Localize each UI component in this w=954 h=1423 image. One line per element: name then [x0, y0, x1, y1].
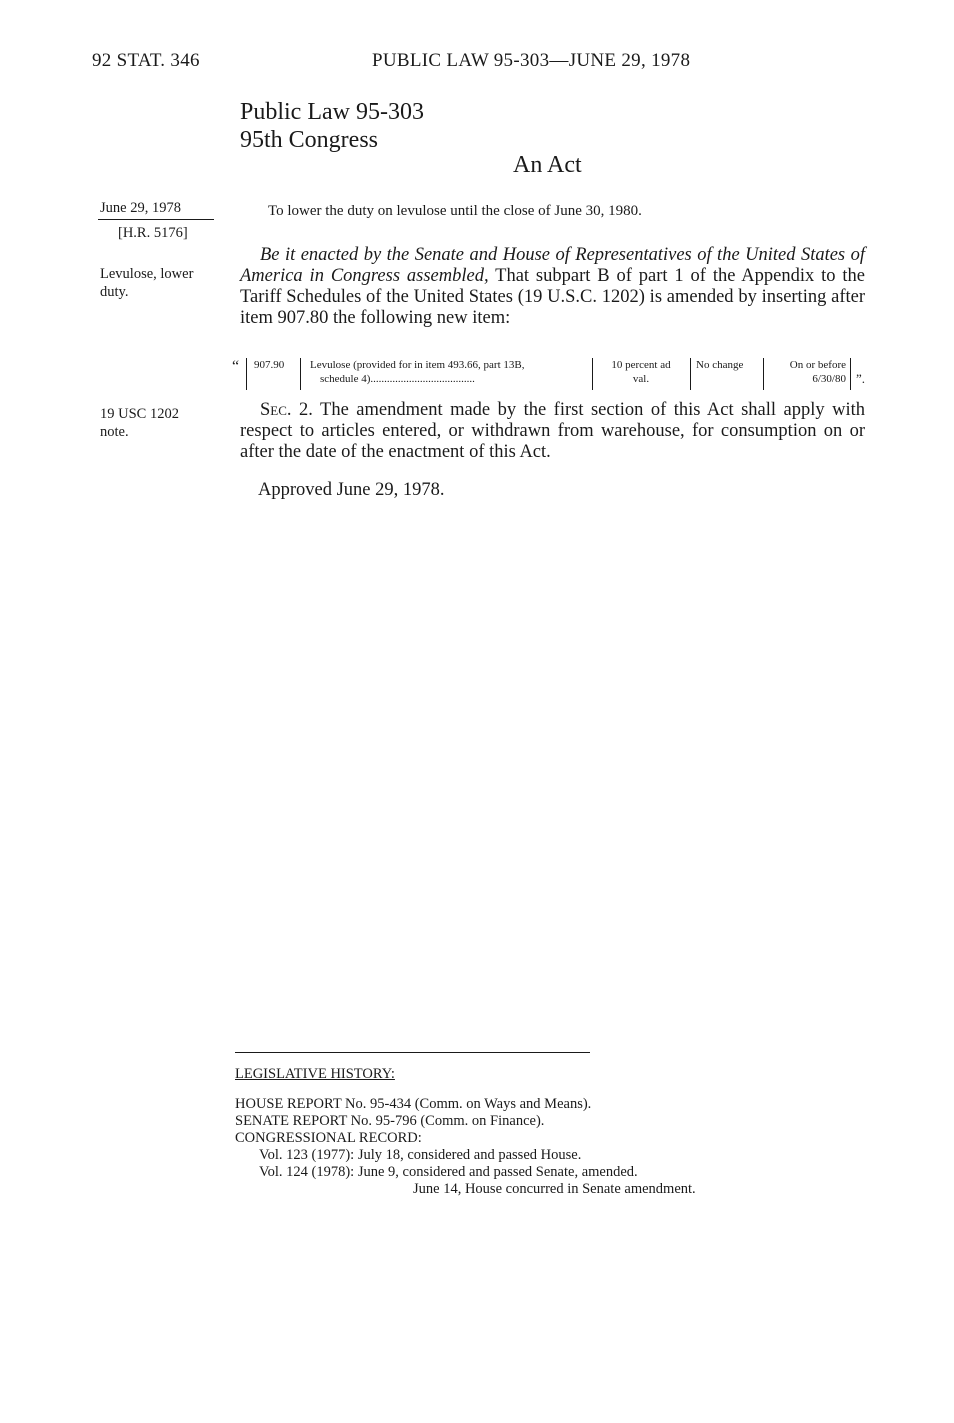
approval-date: Approved June 29, 1978.: [258, 480, 445, 500]
tariff-item-row: [232, 356, 880, 392]
public-law-number: Public Law 95-303: [240, 99, 424, 125]
act-purpose: To lower the duty on levulose until the close of June 30, 1980.: [268, 203, 642, 219]
column-divider: [246, 358, 247, 390]
margin-usc-citation: 19 USC 1202 note.: [100, 406, 179, 440]
house-report: HOUSE REPORT No. 95-434 (Comm. on Ways and Means).: [235, 1096, 592, 1112]
record-volume-124-continued: June 14, House concurred in Senate amendment.: [413, 1181, 696, 1197]
tariff-rate: 10 percent ad val.: [611, 359, 671, 385]
margin-topic: Levulose, lower duty.: [100, 266, 194, 300]
legislative-history-heading: LEGISLATIVE HISTORY:: [235, 1066, 395, 1082]
act-heading: An Act: [513, 152, 582, 178]
tariff-item-number: 907.90: [254, 359, 285, 371]
tariff-item-description: Levulose (provided for in item 493.66, part 13B, schedule 4)......................................: [310, 359, 525, 385]
section-2-label: Sec. 2.: [260, 400, 313, 420]
margin-bill-number: [H.R. 5176]: [118, 225, 188, 241]
column-divider: [690, 358, 691, 390]
column-divider: [592, 358, 593, 390]
column-divider: [763, 358, 764, 390]
congressional-record-heading: CONGRESSIONAL RECORD:: [235, 1130, 422, 1146]
margin-rule: [98, 219, 214, 220]
record-volume-123: Vol. 123 (1977): July 18, considered and passed House.: [259, 1147, 582, 1163]
senate-report: SENATE REPORT No. 95-796 (Comm. on Finance).: [235, 1113, 545, 1129]
close-quote: ”.: [856, 371, 866, 386]
section-2-paragraph: [240, 400, 865, 463]
open-quote: “: [232, 358, 240, 375]
column-divider: [850, 358, 851, 390]
tariff-effective-period: On or before 6/30/80: [789, 359, 846, 385]
tariff-change: No change: [696, 359, 744, 371]
congress-label: 95th Congress: [240, 127, 378, 153]
enacting-clause: Be it enacted by the Senate and House of Representatives of the United States of America in Congress assembled,: [240, 245, 865, 286]
section-2-text: The amendment made by the first section of this Act shall apply with respect to articles entered, or withdrawn from warehouse, for consumption on or after the date of the enactment of this Act.: [240, 400, 865, 462]
enacting-text: That subpart B of part 1 of the Appendix to the Tariff Schedules of the United States (19 U.S.C. 1202) is amended by inserting after item 907.80 the following new item:: [240, 266, 865, 328]
enacting-paragraph: [240, 245, 865, 329]
record-volume-124: Vol. 124 (1978): June 9, considered and passed Senate, amended.: [259, 1164, 638, 1180]
column-divider: [300, 358, 301, 390]
history-rule: [235, 1052, 590, 1053]
running-title: PUBLIC LAW 95-303—JUNE 29, 1978: [372, 50, 691, 71]
margin-date: June 29, 1978: [100, 200, 181, 216]
page-reference: 92 STAT. 346: [92, 50, 200, 71]
